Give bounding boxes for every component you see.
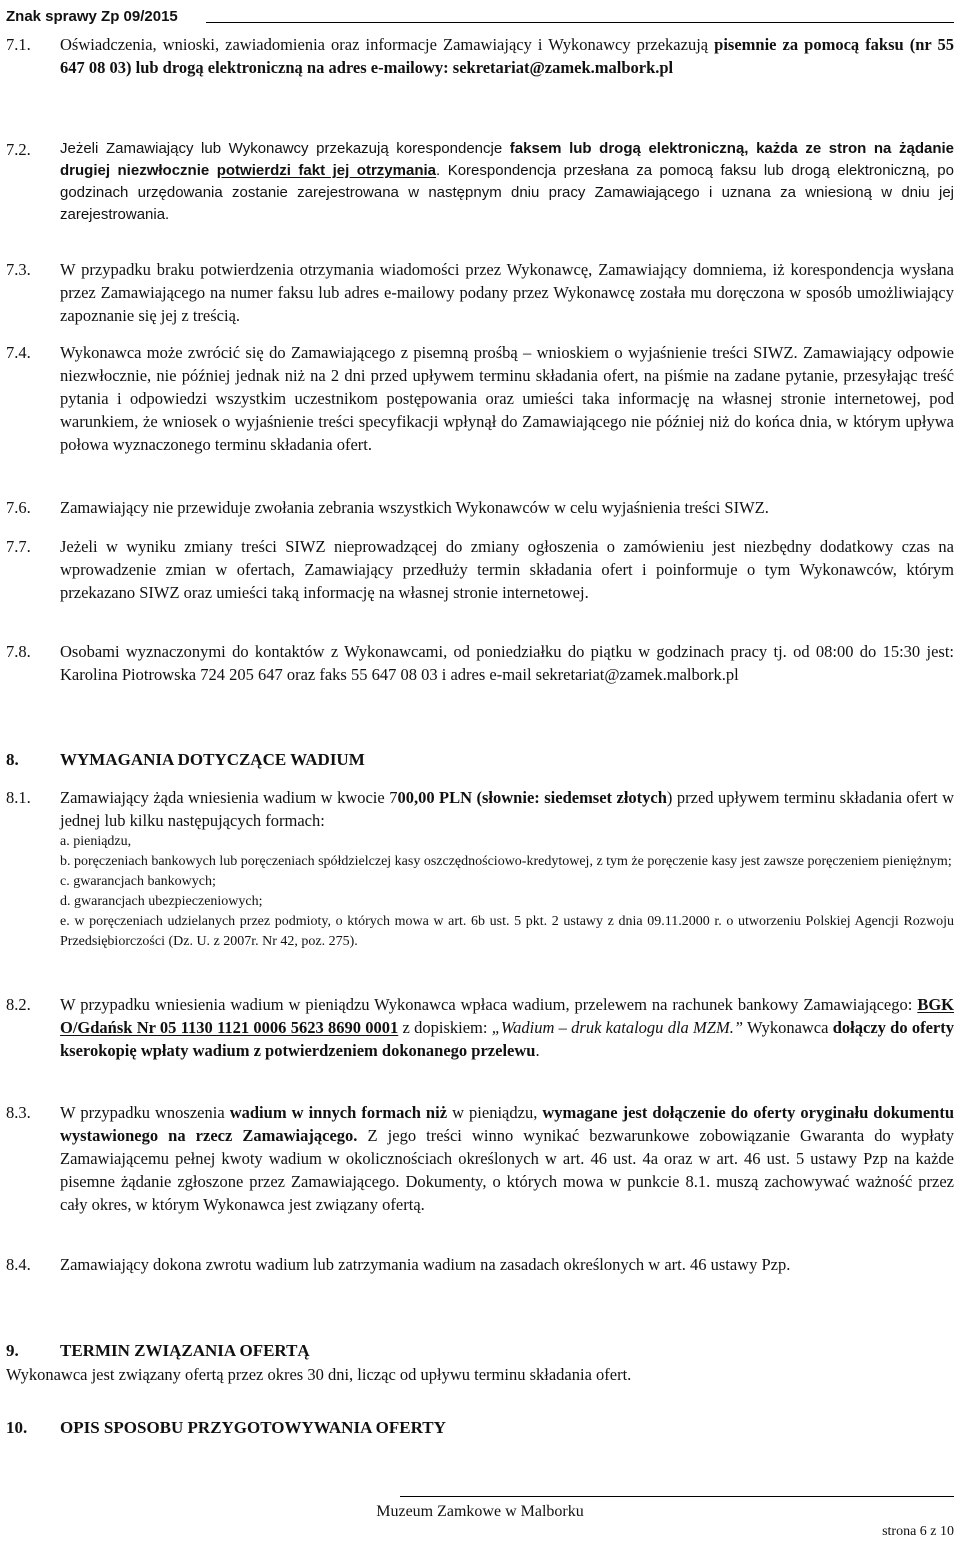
- wadium-forms-list: [60, 832, 954, 952]
- clause-text: Jeżeli w wyniku zmiany treści SIWZ nieprowadzącej do zmiany ogłoszenia o zamówieniu jest niezbędny dodatkowy czas na wprowadzenie zmian w ofertach, Zamawiający przedłuży termin składania ofert i poinformuje o tym Wykonawców, którym przekazano SIWZ oraz umieści taką informację na własnej stronie internetowej.: [60, 537, 954, 602]
- clause-text: [60, 786, 954, 832]
- underlined-run: potwierdzi fakt jej otrzymania: [216, 162, 437, 179]
- clause-7-3: [6, 258, 954, 327]
- text-run: Wykonawca: [743, 1018, 833, 1037]
- text-run: .: [535, 1041, 540, 1060]
- footer-institution: Muzeum Zamkowe w Malborku: [376, 1503, 584, 1520]
- footer-rule: [400, 1496, 954, 1497]
- text-run: . Korespondencja przesłana za pomocą faksu lub drogą elektroniczną, po godzinach urzędowania zostanie zarejestrowana w następnym dniu pracy Zamawiającego i uznana za wniesioną w dniu jej zarejestrowania.: [60, 162, 954, 223]
- clause-text: [60, 993, 954, 1062]
- section-title: OPIS SPOSOBU PRZYGOTOWYWANIA OFERTY: [60, 1418, 446, 1437]
- section-9-heading: [6, 1339, 954, 1362]
- text-run: ) przed upływem terminu składania ofert w jednej lub kilku następujących formach:: [60, 788, 954, 830]
- clause-text: Osobami wyznaczonymi do kontaktów z Wykonawcami, od poniedziałku do piątku w godzinach pracy tj. od 08:00 do 15:30 jest: Karolina Piotrowska 724 205 647 oraz faks 55 647 08 03 i adres e-mail sekretariat@zamek.malbork.pl: [60, 642, 954, 684]
- clause-text: [60, 138, 954, 226]
- clause-number: 7.1.: [6, 35, 31, 54]
- text-run: z dopiskiem:: [398, 1018, 492, 1037]
- section-10-heading: [6, 1416, 954, 1439]
- form-item: a. pieniądzu,: [60, 834, 132, 849]
- bold-run: faksem lub drogą elektroniczną, każda ze stron na żądanie drugiej niezwłocznie: [60, 140, 954, 179]
- clause-number: 7.6.: [6, 498, 31, 517]
- clause-7-1: [6, 33, 954, 79]
- clause-7-2: [6, 138, 954, 226]
- text-run: Z jego treści winno wynikać bezwarunkowe zobowiązanie Gwaranta do wypłaty Zamawiającemu pełnej kwoty wadium w okolicznościach określonych w art. 46 ust. 4a oraz w art. 46 ust. 5 ustawy Pzp na każde pisemne żądanie zgłoszone przez Zamawiającego. Dokumenty, o których mowa w punkcie 8.1. muszą zachowywać ważność przez cały okres, w którym Wykonawca jest związany ofertą.: [60, 1126, 954, 1214]
- clause-7-7: [6, 535, 954, 604]
- form-item: b. poręczeniach bankowych lub poręczeniach spółdzielczej kasy oszczędnościowo-kredytowej, z tym że poręczenie kasy jest zawsze poręczeniem pieniężnym;: [60, 854, 952, 869]
- section-title: WYMAGANIA DOTYCZĄCE WADIUM: [60, 750, 365, 769]
- bold-run: wadium w innych formach niż: [229, 1103, 448, 1122]
- clause-text: Zamawiający dokona zwrotu wadium lub zatrzymania wadium na zasadach określonych w art. 46 ustawy Pzp.: [60, 1255, 791, 1274]
- clause-7-8: [6, 640, 954, 686]
- bank-account: BGK O/Gdańsk Nr 05 1130 1121 0006 5623 8690 0001: [60, 995, 954, 1037]
- clause-number: 7.7.: [6, 537, 31, 556]
- section-title: TERMIN ZWIĄZANIA OFERTĄ: [60, 1341, 310, 1360]
- clause-text: Wykonawca może zwrócić się do Zamawiającego z pisemną prośbą – wnioskiem o wyjaśnienie treści SIWZ. Zamawiający odpowie niezwłocznie, nie później jednak niż na 2 dni przed upływem terminu składania ofert, na piśmie na zadane pytanie, przesyłając treść pytania i odpowiedzi wszystkim uczestnikom postępowania oraz umieści taka informację na własnej stronie internetowej, pod warunkiem, że wniosek o wyjaśnienie treści specyfikacji wpłynął do Zamawiającego nie później niż do końca dnia, w którym upływa połowa wyznaczonego terminu składania ofert.: [60, 343, 954, 454]
- text-run: W przypadku wnoszenia: [60, 1103, 230, 1122]
- clause-number: 7.2.: [6, 140, 31, 159]
- clause-8-1: [6, 786, 954, 952]
- clause-7-6: [6, 496, 954, 519]
- clause-text: W przypadku braku potwierdzenia otrzymania wiadomości przez Wykonawcę, Zamawiający domniema, iż korespondencja wysłana przez Zamawiającego na numer faksu lub adres e-mailowy podany przez Wykonawcę została mu doręczona w sposób umożliwiający zapoznanie się jej z treścią.: [60, 260, 954, 325]
- text-run: Jeżeli Zamawiający lub Wykonawcy przekazują korespondencje: [60, 140, 510, 157]
- clause-number: 7.4.: [6, 343, 31, 362]
- bold-run: dołączy do oferty kserokopię wpłaty wadium z potwierdzeniem dokonanego przelewu: [60, 1018, 954, 1060]
- section-number: 10.: [6, 1418, 28, 1437]
- clause-number: 8.3.: [6, 1103, 31, 1122]
- section-number: 9.: [6, 1341, 19, 1360]
- form-item: d. gwarancjach ubezpieczeniowych;: [60, 894, 263, 909]
- header-rule: [206, 22, 954, 23]
- text-run: W przypadku wniesienia wadium w pieniądzu Wykonawca wpłaca wadium, przelewem na rachunek bankowy Zamawiającego:: [60, 995, 918, 1014]
- clause-8-4: [6, 1253, 954, 1276]
- text-run: w pieniądzu,: [447, 1103, 543, 1122]
- section-number: 8.: [6, 750, 19, 769]
- form-item: c. gwarancjach bankowych;: [60, 874, 216, 889]
- italic-run: „Wadium – druk katalogu dla MZM.”: [491, 1018, 744, 1037]
- case-number: Znak sprawy Zp 09/2015: [6, 8, 178, 25]
- clause-number: 8.2.: [6, 995, 31, 1014]
- clause-text: [60, 1101, 954, 1216]
- clause-text: [60, 33, 954, 79]
- clause-number: 7.3.: [6, 260, 31, 279]
- clause-8-3: [6, 1101, 954, 1216]
- clause-8-2: [6, 993, 954, 1062]
- section-9-text: Wykonawca jest związany ofertą przez okres 30 dni, licząc od upływu terminu składania ofert.: [6, 1365, 632, 1384]
- section-8-heading: [6, 748, 954, 771]
- clause-text: Zamawiający nie przewiduje zwołania zebrania wszystkich Wykonawców w celu wyjaśnienia treści SIWZ.: [60, 498, 769, 517]
- bold-run: wymagane jest dołączenie do oferty oryginału dokumentu wystawionego na rzecz Zamawiającego.: [60, 1103, 954, 1145]
- page-header: [6, 8, 954, 30]
- clause-number: 7.8.: [6, 642, 31, 661]
- page-number: strona 6 z 10: [882, 1524, 954, 1539]
- bold-run: 00,00 PLN (słownie: siedemset złotych: [397, 788, 667, 807]
- bold-run: pisemnie za pomocą faksu (nr 55 647 08 03) lub drogą elektroniczną na adres e-mailowy: sekretariat@zamek.malbork.pl: [60, 35, 954, 77]
- clause-number: 8.4.: [6, 1255, 31, 1274]
- form-item: e. w poręczeniach udzielanych przez podmioty, o których mowa w art. 6b ust. 5 pkt. 2 ustawy z dnia 09.11.2000 r. o utworzeniu Polskiej Agencji Rozwoju Przedsiębiorczości (Dz. U. z 2007r. Nr 42, poz. 275).: [60, 914, 954, 949]
- text-run: Oświadczenia, wnioski, zawiadomienia oraz informacje Zamawiający i Wykonawcy przekazują: [60, 35, 715, 54]
- text-run: Zamawiający żąda wniesienia wadium w kwocie 7: [60, 788, 398, 807]
- clause-7-4: [6, 341, 954, 456]
- clause-number: 8.1.: [6, 788, 31, 807]
